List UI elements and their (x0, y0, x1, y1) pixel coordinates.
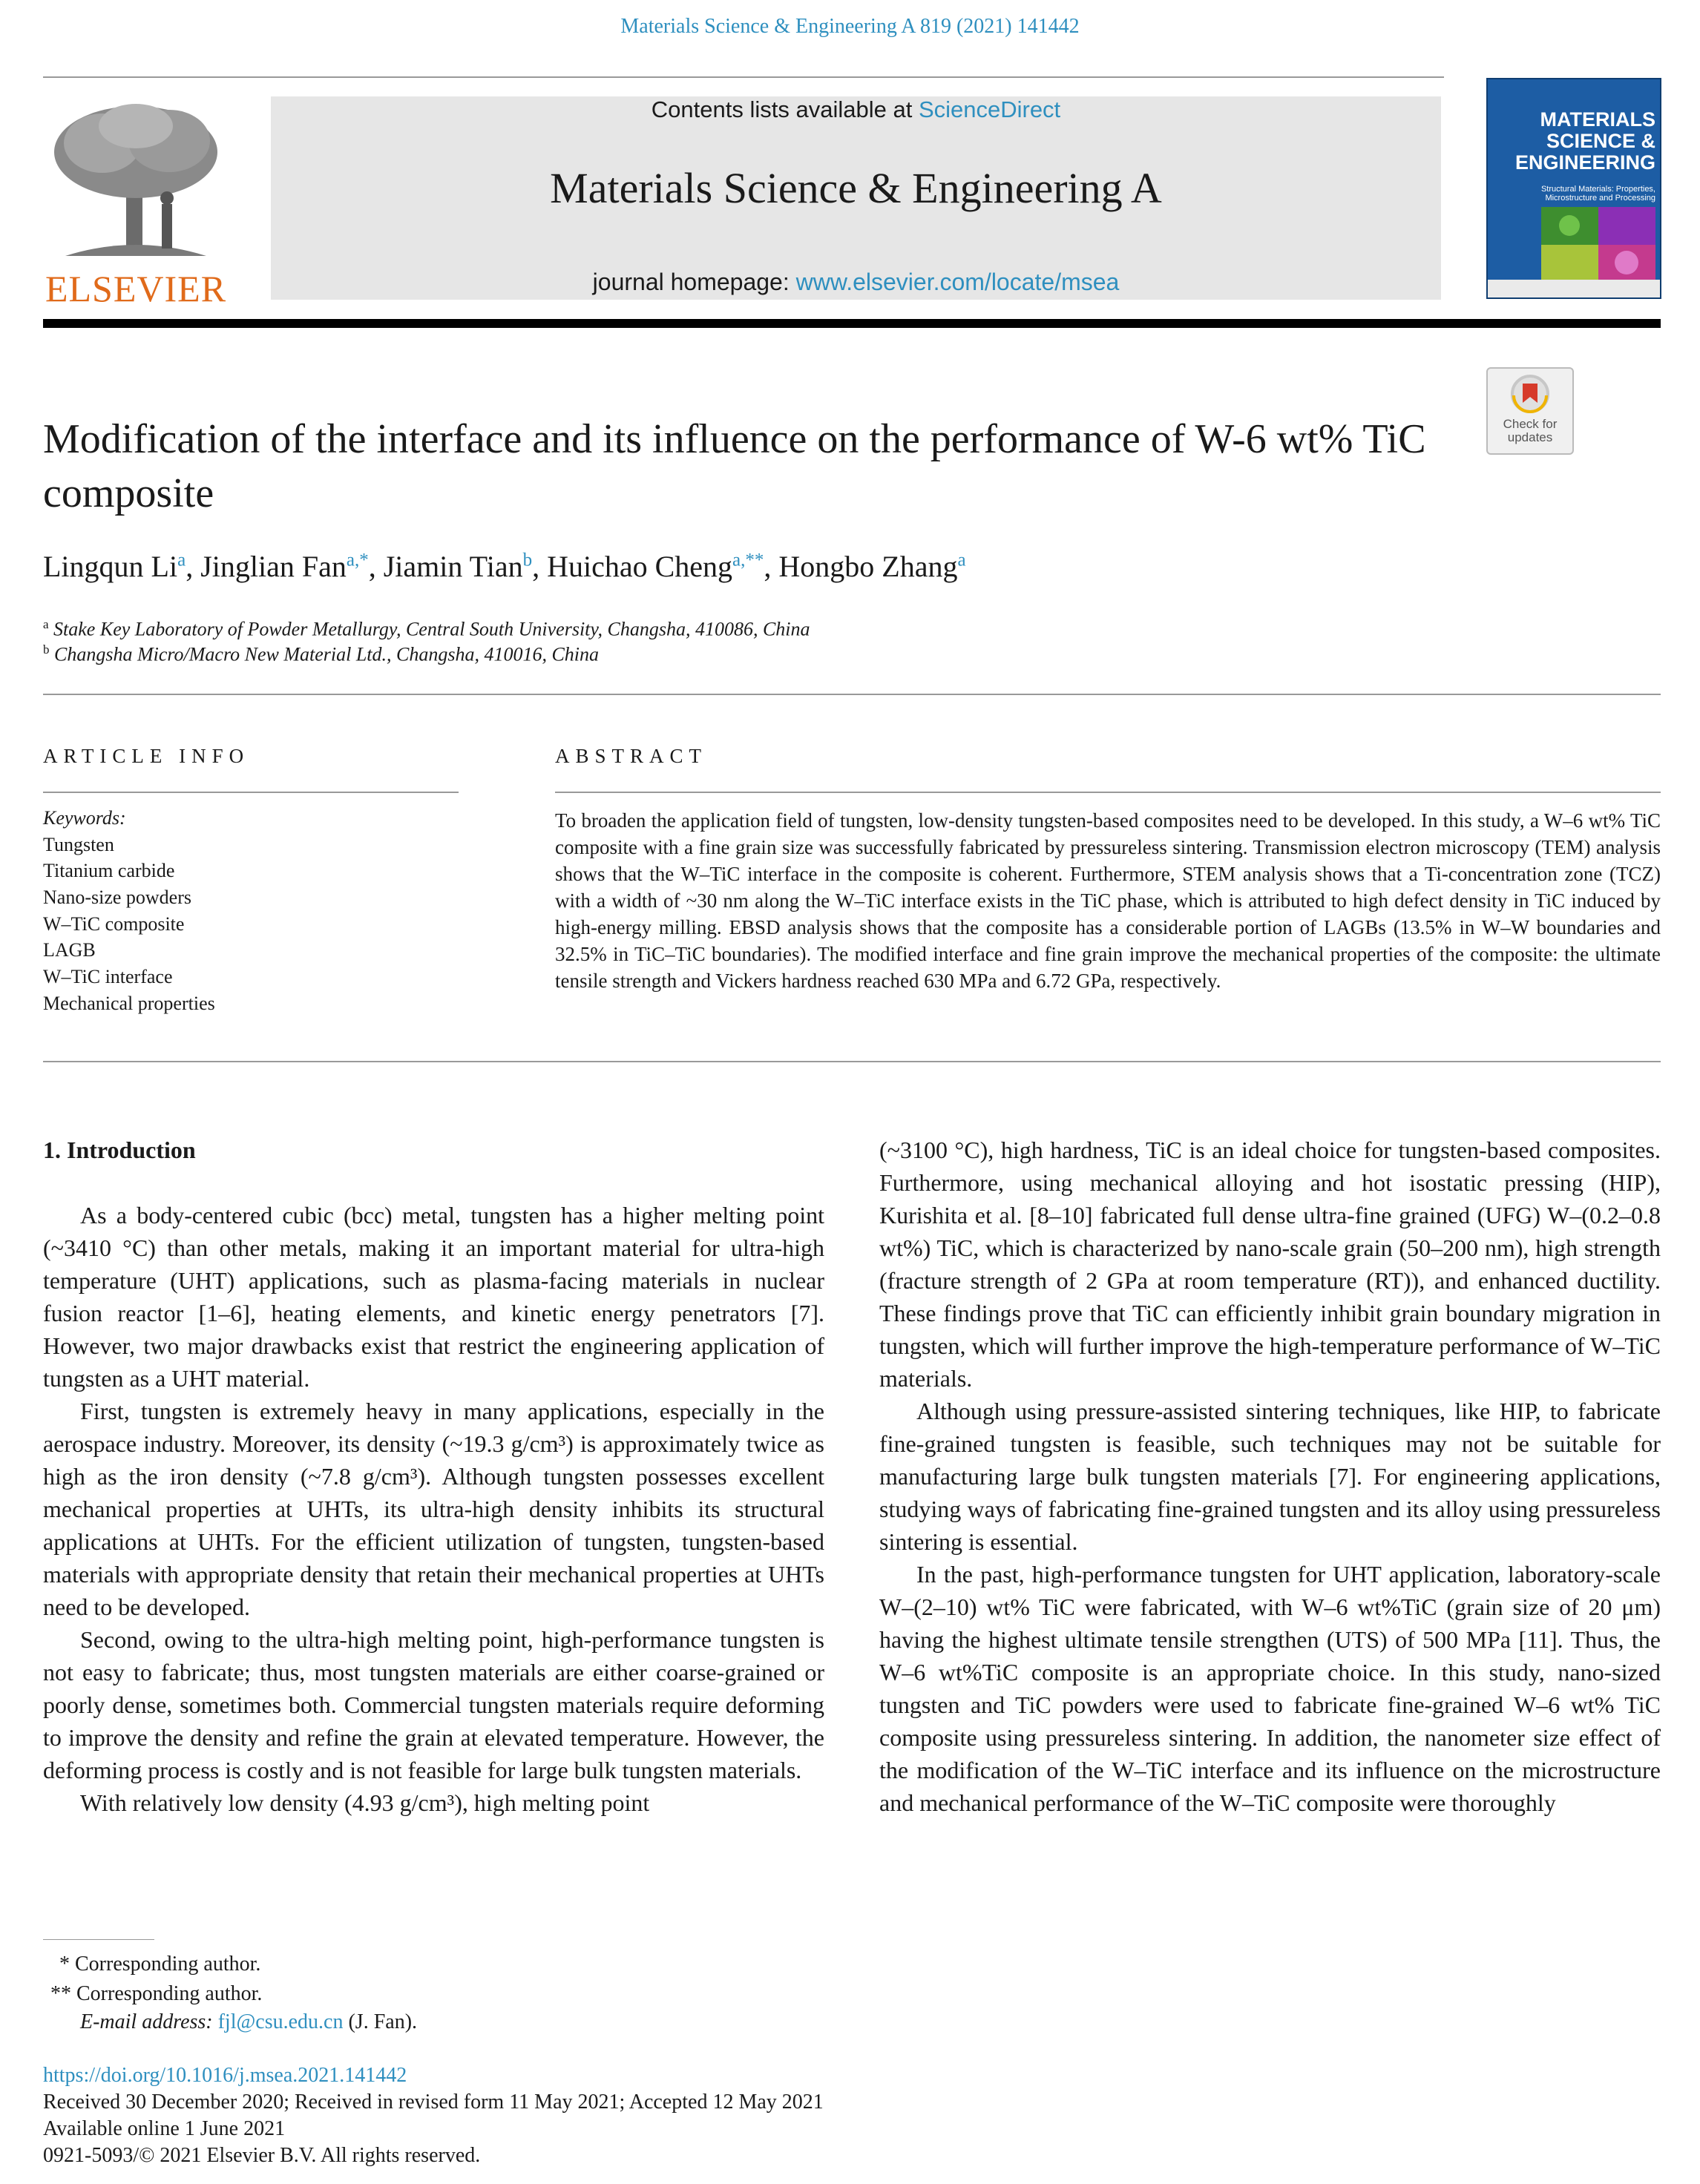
article-title: Modification of the interface and its influence on the performance of W-6 wt% TiC composite (43, 416, 1426, 516)
check-updates-label: Check for updates (1503, 417, 1558, 444)
cover-image (1541, 204, 1655, 286)
body-paragraph: As a body-centered cubic (bcc) metal, tungsten has a higher melting point (~3410 °C) than other metals, making it an important material for ultra-high temperature (UHT) applications, such as plasma-facing materials in nuclear fusion reactor [1–6], heating elements, and kinetic energy penetrators [7]. However, two major drawbacks exist that restrict the engineering application of tungsten as a UHT material. (43, 1202, 824, 1392)
body-paragraph: First, tungsten is extremely heavy in many applications, especially in the aerospace industry. Moreover, its density (~19.3 g/cm³) is approximately twice as high as the iron density (~7.8 g/cm³). Although tungsten possesses excellent mechanical properties at UHTs, its ultra-high density inhibits its structural applications at UHTs. For the efficient utilization of tungsten, tungsten-based materials with appropriate density that retain their mechanical properties at UHTs need to be developed. (43, 1398, 824, 1620)
body-paragraph: With relatively low density (4.93 g/cm³), high melting point (80, 1789, 650, 1816)
article-info-rule (43, 792, 459, 793)
footnote-corresponding-2: ** Corresponding author. (50, 1982, 263, 2005)
journal-title: Materials Science & Engineering A (550, 164, 1162, 212)
email-label: E-mail address: (80, 2010, 218, 2033)
abstract-text: To broaden the application field of tungsten, low-density tungsten-based composites need to be developed. In this study, a W–6 wt% TiC composite with a fine grain size was successfully fabricated by pressureless sintering. Transmission electron microscopy (TEM) analysis shows that the W–TiC interface in the composite is coherent. Furthermore, STEM analysis shows that a Ti-concentration zone (TCZ) with a width of ~30 nm along the W–TiC interface exists in the TiC phase, which is attributed to high defect density in TiC induced by high-energy milling. EBSD analysis shows that the composite has a considerable portion of LAGBs (13.5% in W–W boundaries and 32.5% in TiC–TiC boundaries). The modified interface and fine grain improve the mechanical properties of the composite: the ultimate tensile strength and Vickers hardness reached 630 MPa and 6.72 GPa, respectively. (555, 809, 1661, 992)
body-right-column (879, 1134, 1661, 1819)
author-name[interactable]: Hongbo Zhang (778, 550, 958, 583)
body-paragraph: Although using pressure-assisted sintering techniques, like HIP, to fabricate fine-grained tungsten is feasible, such techniques may not be suitable for manufacturing large bulk tungsten materials [7]. For engineering applications, studying ways of fabricating fine-grained tungsten and its alloy using pressureless sintering is essential. (879, 1398, 1661, 1555)
keyword: Mechanical properties (43, 993, 215, 1014)
check-for-updates-button[interactable] (1486, 367, 1574, 455)
received-dates: Received 30 December 2020; Received in revised form 11 May 2021; Accepted 12 May 2021 (43, 2091, 824, 2114)
email-link[interactable]: fjl@csu.edu.cn (217, 2010, 344, 2033)
cover-subtitle: Structural Materials: Properties, Microstructure and Processing (1540, 185, 1655, 203)
elsevier-wordmark[interactable]: ELSEVIER (45, 268, 227, 309)
keyword: Titanium carbide (43, 860, 175, 881)
author-affiliation-mark[interactable]: a (177, 550, 186, 570)
title-block-rule (43, 694, 1661, 695)
footnote-corresponding-1: * Corresponding author. (59, 1953, 261, 1976)
abstract-rule (555, 792, 1661, 793)
author-name[interactable]: Lingqun Li (43, 550, 178, 583)
keyword: W–TiC composite (43, 913, 185, 935)
cover-strip (1488, 280, 1661, 299)
affiliation-text: Stake Key Laboratory of Powder Metallurgy, Central South University, Changsha, 410086, China (53, 618, 810, 640)
author-name[interactable]: Jinglian Fan (200, 550, 347, 583)
footnote-rule (43, 1939, 154, 1940)
section-heading: 1. Introduction (43, 1137, 196, 1163)
author-name[interactable]: Jiamin Tian (383, 550, 523, 583)
doi-link[interactable]: https://doi.org/10.1016/j.msea.2021.141442 (43, 2064, 407, 2087)
abstract-heading: ABSTRACT (555, 745, 708, 767)
affiliation-mark: b (43, 642, 50, 657)
body-paragraph: In the past, high-performance tungsten for UHT application, laboratory-scale W–(2–10) wt% TiC were fabricated, with W–6 wt%TiC (grain size of 20 μm) having the highest ultimate tensile strengthen (UTS) of 500 MPa [11]. Thus, the W–6 wt%TiC composite is an appropriate choice. In this study, nano-sized tungsten and TiC powders were used to fabricate fine-grained W–6 wt% TiC composite using pressureless sintering. In addition, the nanometer size effect of the modification of the W–TiC interface and its influence on the microstructure and mechanical performance of the W–TiC composite were thoroughly (879, 1561, 1661, 1816)
author-list: Lingqun Li$^a$, Jinglian Fan$^{a,*}$, Jiamin Tian$^b$, Huichao Cheng$^{a,**}$, Hongbo Zhang$^a$ (43, 550, 966, 583)
author-name[interactable]: Huichao Cheng (547, 550, 733, 583)
affiliation (43, 617, 810, 641)
check-updates-icon (1488, 369, 1572, 416)
keyword: W–TiC interface (43, 966, 173, 987)
sciencedirect-link[interactable]: ScienceDirect (918, 96, 1061, 122)
author-affiliation-mark[interactable]: a (957, 550, 966, 570)
article-info-heading: ARTICLE INFO (43, 745, 250, 767)
cover-title: MATERIALS SCIENCE & ENGINEERING (1514, 108, 1655, 174)
footnote-email (80, 2009, 417, 2036)
affiliation (43, 642, 599, 666)
abstract-end-rule (43, 1061, 1661, 1062)
header-rule (43, 76, 1444, 78)
email-suffix: (J. Fan). (343, 2010, 418, 2033)
keyword: LAGB (43, 939, 96, 961)
journal-cover-thumbnail[interactable] (1486, 78, 1661, 299)
available-online: Available online 1 June 2021 (43, 2117, 286, 2140)
running-head[interactable]: Materials Science & Engineering A 819 (2021) 141442 (620, 15, 1080, 38)
author-affiliation-mark[interactable]: a,** (732, 550, 764, 570)
body-paragraph: Second, owing to the ultra-high melting point, high-performance tungsten is not easy to fabricate; thus, most tungsten materials are either coarse-grained or poorly dense, sometimes both. Commercial tungsten materials require deforming to improve the density and refine the grain at elevated temperature. However, the deforming process is costly and is not feasible for large bulk tungsten materials. (43, 1626, 824, 1783)
contents-prefix: Contents lists available at (651, 96, 919, 122)
header-thick-rule (43, 319, 1661, 328)
homepage-link[interactable]: www.elsevier.com/locate/msea (795, 269, 1120, 295)
affiliation-mark: a (43, 617, 49, 631)
journal-homepage (271, 269, 1441, 296)
keyword: Tungsten (43, 834, 114, 855)
body-paragraph: (~3100 °C), high hardness, TiC is an ideal choice for tungsten-based composites. Furthermore, using mechanical alloying and hot isostatic pressing (HIP), Kurishita et al. [8–10] fabricated full dense ultra-fine grained (UFG) W–(0.2–0.8 wt%) TiC, which is characterized by nano-scale grain (50–200 nm), high strength (fracture strength of 2 GPa at room temperature (RT)), and enhanced ductility. These findings prove that TiC can efficiently inhibit grain boundary migration in tungsten, which will further improve the high-temperature performance of W–TiC materials. (879, 1137, 1661, 1392)
keywords-label: Keywords: (43, 807, 126, 829)
contents-line (271, 96, 1441, 123)
author-affiliation-mark[interactable]: b (522, 550, 533, 570)
author-affiliation-mark[interactable]: a,* (346, 550, 369, 570)
body-left-column (43, 1134, 824, 1819)
keyword: Nano-size powders (43, 887, 191, 908)
copyright: 0921-5093/© 2021 Elsevier B.V. All rights reserved. (43, 2144, 481, 2167)
affiliation-text: Changsha Micro/Macro New Material Ltd., Changsha, 410016, China (54, 643, 600, 665)
homepage-prefix: journal homepage: (592, 269, 796, 295)
